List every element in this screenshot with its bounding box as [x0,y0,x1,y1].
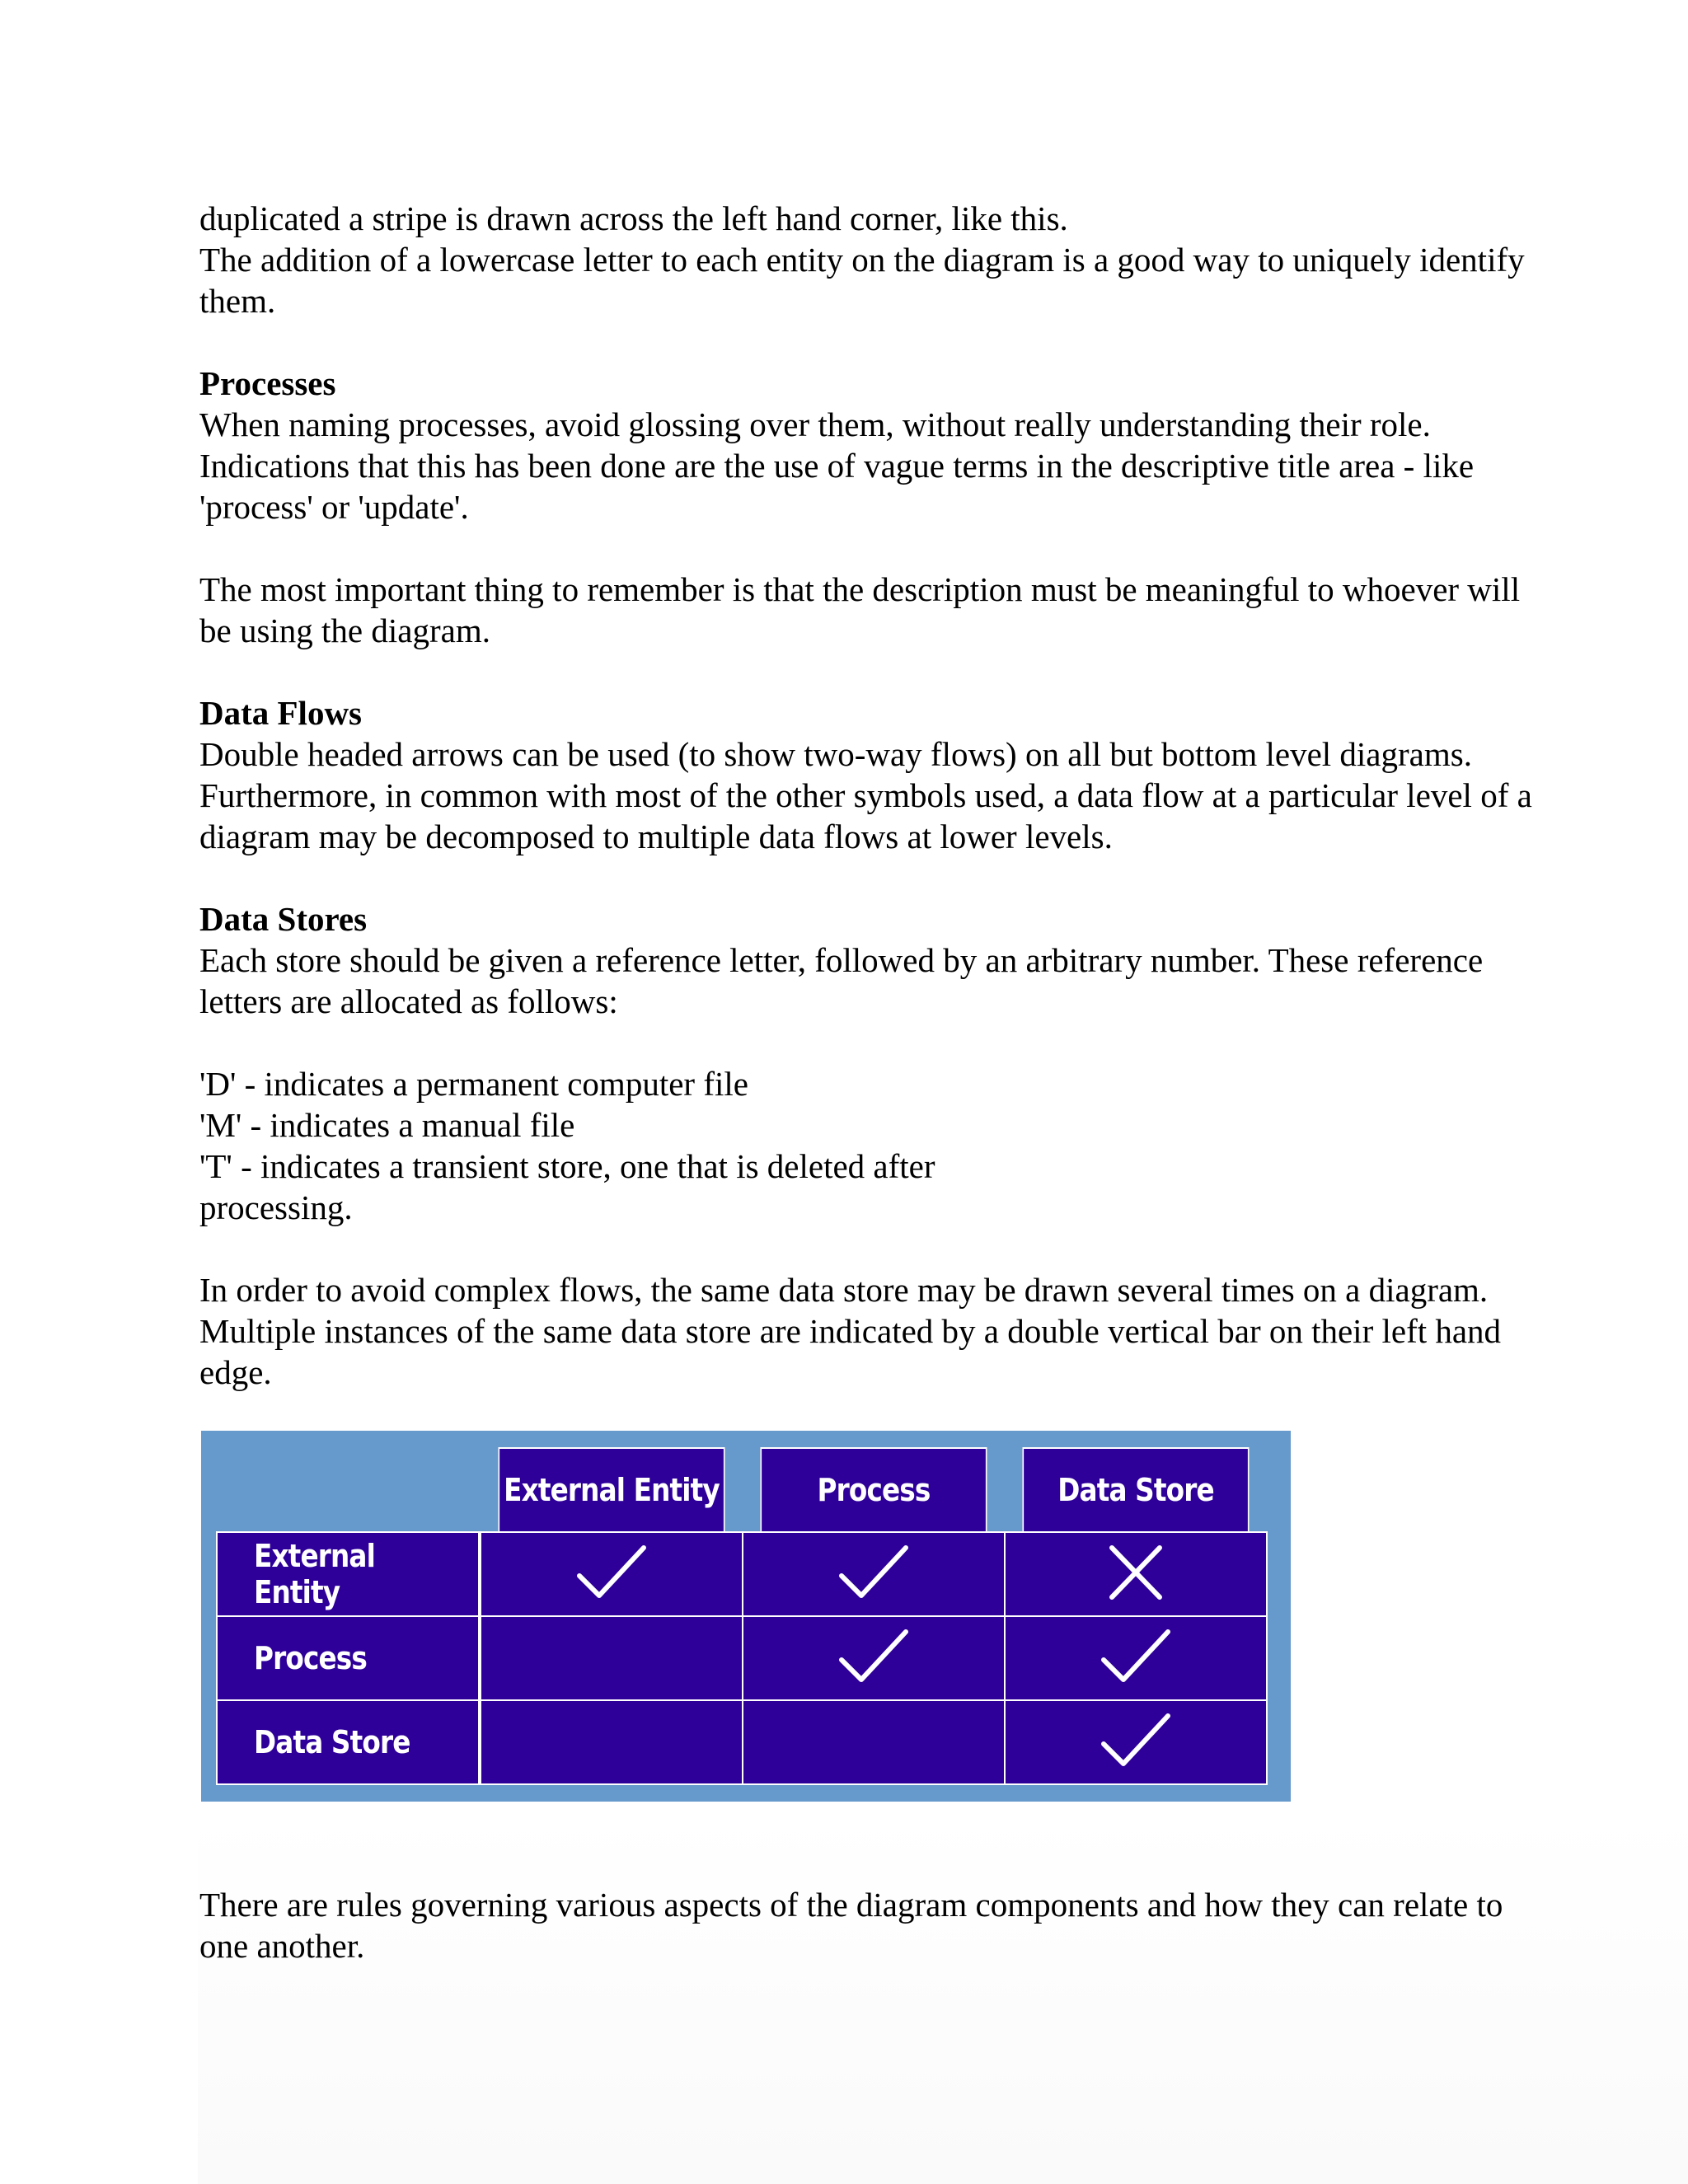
column-header-process: Process [760,1447,987,1533]
checkmark-icon [1099,1625,1173,1692]
intro-line-1: duplicated a stripe is drawn across the left hand corner, like this. [199,199,1068,237]
matrix-cell-data-store-to-process [742,1699,1006,1785]
cross-icon [1099,1541,1173,1608]
matrix-cell-process-to-external-entity [480,1615,743,1701]
matrix-cell-external-entity-to-data-store [1004,1531,1268,1617]
processes-body: When naming processes, avoid glossing over them, without really understanding their role. Indications that this has been done are the use of vague terms in the descriptive title area - like 'process' or 'update'. [199,405,1475,526]
datastores-note: In order to avoid complex flows, the same data store may be drawn several times on a diagram. Multiple instances of the same data store are indicated by a double vertical bar on their left hand edge. [199,1271,1502,1391]
processes-heading: Processes [199,364,336,402]
ref-t-line-1: 'T' - indicates a transient store, one that is deleted after [199,1147,935,1185]
processes-note: The most important thing to remember is that the description must be meaningful to whoever will be using the diagram. [199,570,1521,649]
row-header-label: Process [254,1640,367,1676]
matrix-cell-data-store-to-external-entity [480,1699,743,1785]
ref-d: 'D' - indicates a permanent computer file [199,1065,748,1103]
row-header-data-store [216,1699,480,1785]
datastores-body: Each store should be given a reference letter, followed by an arbitrary number. These reference letters are allocated as follows: [199,941,1484,1020]
connection-rules-matrix [201,1431,1291,1802]
matrix-cell-data-store-to-data-store [1004,1699,1268,1785]
dataflows-heading: Data Flows [199,694,363,732]
row-header-process [216,1615,480,1701]
matrix-cell-external-entity-to-external-entity [480,1531,743,1617]
column-header-data-store: Data Store [1022,1447,1249,1533]
page-shade [198,1813,1688,2184]
matrix-cell-external-entity-to-process [742,1531,1006,1617]
dataflows-body: Double headed arrows can be used (to show two-way flows) on all but bottom level diagrams. Furthermore, in common with most of the other symbols used, a data flow at a particular level of a diagram may be decomposed to multiple data flows at lower levels. [199,735,1532,855]
document-body [199,198,1535,1393]
checkmark-icon [837,1625,911,1692]
column-header-external-entity: External Entity [498,1447,724,1533]
ref-t-line-2: processing. [199,1188,353,1226]
row-header-label: External Entity [254,1538,375,1610]
datastores-heading: Data Stores [199,900,368,938]
matrix-cell-process-to-data-store [1004,1615,1268,1701]
ref-m: 'M' - indicates a manual file [199,1106,575,1144]
row-header-label: Data Store [254,1724,410,1760]
closing-block [199,1884,1535,1966]
checkmark-icon [574,1541,649,1608]
closing-paragraph: There are rules governing various aspects of the diagram components and how they can relate to one another. [199,1886,1503,1965]
checkmark-icon [1099,1709,1173,1776]
intro-line-2: The addition of a lowercase letter to each entity on the diagram is a good way to uniquely identify them. [199,241,1525,320]
row-header-external-entity [216,1531,480,1617]
matrix-cell-process-to-process [742,1615,1006,1701]
checkmark-icon [837,1541,911,1608]
